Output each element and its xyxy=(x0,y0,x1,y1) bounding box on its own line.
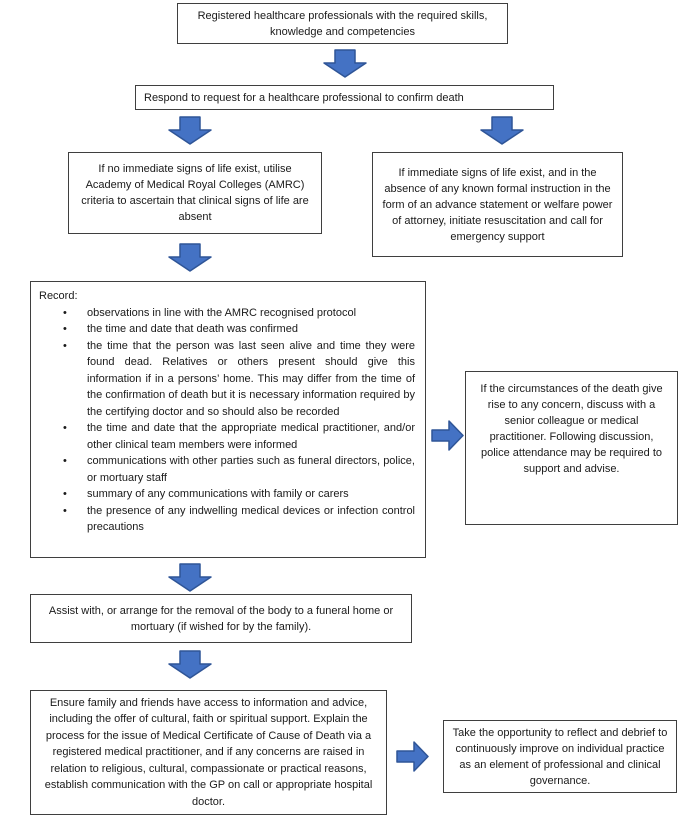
record-item xyxy=(39,503,415,536)
signs-of-life-exist-text: If immediate signs of life exist, and in the absence of any known formal instruction in the form of an advance statement or welfare power of attorney, initiate resuscitation and call for emergency support xyxy=(382,166,613,243)
reflect-debrief-text: Take the opportunity to reflect and debrief to continuously improve on individual practice as an element of professional and clinical governance. xyxy=(452,726,668,787)
family-support-box xyxy=(30,690,387,815)
no-signs-of-life-text: If no immediate signs of life exist, utilise Academy of Medical Royal Colleges (AMRC) criteria to ascertain that clinical signs of life are absent xyxy=(81,163,309,223)
reflect-debrief-box xyxy=(443,720,677,793)
record-item xyxy=(39,321,415,338)
down-arrow-respond-to-signs-exist xyxy=(480,116,524,145)
record-item-text: the presence of any indwelling medical devices or infection control precautions xyxy=(87,504,415,533)
right-arrow-record-to-concern xyxy=(431,420,464,451)
bullet-icon: • xyxy=(63,339,67,352)
bullet-icon: • xyxy=(63,306,67,319)
record-item-text: communications with other parties such as funeral directors, police, or mortuary staff xyxy=(87,455,415,484)
record-item-text: summary of any communications with family or carers xyxy=(87,488,349,500)
respond-box xyxy=(135,85,554,110)
signs-of-life-exist-box xyxy=(372,152,623,257)
record-item xyxy=(39,338,415,421)
right-arrow-family-to-reflect xyxy=(396,741,429,772)
down-arrow-removal-to-family xyxy=(168,650,212,679)
record-title: Record: xyxy=(39,290,78,302)
record-item xyxy=(39,305,415,322)
record-item xyxy=(39,486,415,503)
record-item-text: observations in line with the AMRC recognised protocol xyxy=(87,306,357,319)
bullet-icon: • xyxy=(63,488,67,500)
removal-box-text: Assist with, or arrange for the removal of the body to a funeral home or mortuary (if wished for by the family). xyxy=(48,604,394,633)
bullet-icon: • xyxy=(63,504,67,517)
respond-box-text: Respond to request for a healthcare professional to confirm death xyxy=(144,91,464,104)
down-arrow-respond-to-no-signs xyxy=(168,116,212,145)
bullet-icon: • xyxy=(63,455,67,467)
record-box xyxy=(30,281,426,558)
record-item-text: the time and date that the appropriate medical practitioner, and/or other clinical team members were informed xyxy=(87,422,415,451)
record-item xyxy=(39,420,415,453)
down-arrow-start-to-respond xyxy=(323,49,367,78)
family-support-text: Ensure family and friends have access to information and advice, including the offer of cultural, faith or spiritual support. Explain the process for the issue of Medical Certificate of Cause of Death via a registered medical practitioner, and if any concerns are raised in relation to religious, cultural, compassionate or practical reasons, establish communication with the GP on call or appropriate hospital doctor. xyxy=(44,696,373,808)
record-item-text: the time that the person was last seen alive and time they were found dead. Relatives or others present should give this information if in a persons’ home. This may differ from the time of the confirmation of death but it is necessary information required by the certifying doctor and so should also be recorded xyxy=(87,339,415,418)
concern-box-text: If the circumstances of the death give rise to any concern, discuss with a senior colleague or medical practitioner. Following discussion, police attendance may be required to support and advise. xyxy=(480,383,663,475)
down-arrow-no-signs-to-record xyxy=(168,243,212,272)
removal-box xyxy=(30,594,412,643)
bullet-icon: • xyxy=(63,422,67,434)
bullet-icon: • xyxy=(63,323,67,335)
record-item-text: the time and date that death was confirmed xyxy=(87,323,298,335)
no-signs-of-life-box xyxy=(68,152,322,234)
down-arrow-record-to-removal xyxy=(168,563,212,592)
concern-box xyxy=(465,371,678,525)
record-item xyxy=(39,453,415,486)
start-box xyxy=(177,3,508,44)
start-box-text: Registered healthcare professionals with the required skills, knowledge and competencies xyxy=(197,9,488,38)
